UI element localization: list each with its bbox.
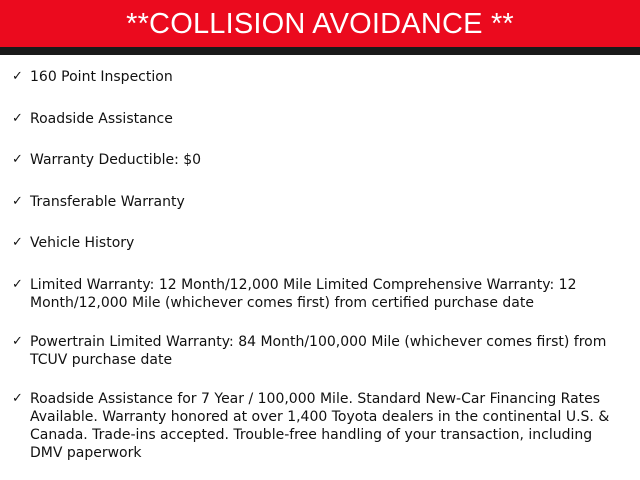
feature-label: Powertrain Limited Warranty: 84 Month/100,000 Mile (whichever comes first) from TCUV purchase date bbox=[30, 333, 607, 368]
feature-label: Warranty Deductible: $0 bbox=[30, 152, 202, 168]
checkmark-icon: ✓ bbox=[12, 69, 23, 84]
feature-label: Limited Warranty: 12 Month/12,000 Mile Limited Comprehensive Warranty: 12 Month/12,000 Mile (whichever comes first) from certified purchase date bbox=[30, 276, 577, 311]
feature-item bbox=[0, 193, 640, 211]
feature-label: Roadside Assistance for 7 Year / 100,000 Mile. Standard New-Car Financing Rates Available. Warranty honored at over 1,400 Toyota dealers in the continental U.S. & Canada. Trade-ins accepted. Trouble-free handling of your transaction, including DMV paperwork bbox=[30, 390, 610, 461]
feature-item bbox=[0, 390, 640, 462]
feature-item bbox=[0, 234, 640, 252]
checkmark-icon: ✓ bbox=[12, 390, 23, 406]
feature-label: Transferable Warranty bbox=[30, 193, 185, 210]
banner-title: **COLLISION AVOIDANCE ** bbox=[126, 7, 514, 40]
checkmark-icon: ✓ bbox=[12, 152, 23, 167]
banner-divider bbox=[0, 47, 640, 55]
header-banner bbox=[0, 0, 640, 47]
feature-label: 160 Point Inspection bbox=[30, 69, 173, 85]
feature-item bbox=[0, 110, 640, 128]
checkmark-icon: ✓ bbox=[12, 276, 23, 292]
feature-label: Vehicle History bbox=[30, 235, 135, 251]
checkmark-icon: ✓ bbox=[12, 235, 23, 250]
feature-item bbox=[0, 333, 640, 369]
checkmark-icon: ✓ bbox=[12, 333, 23, 349]
feature-list bbox=[0, 68, 640, 480]
feature-item bbox=[0, 276, 640, 312]
feature-item bbox=[0, 68, 640, 86]
feature-item bbox=[0, 151, 640, 169]
checkmark-icon: ✓ bbox=[12, 193, 23, 209]
checkmark-icon: ✓ bbox=[12, 110, 23, 126]
feature-label: Roadside Assistance bbox=[30, 110, 173, 127]
